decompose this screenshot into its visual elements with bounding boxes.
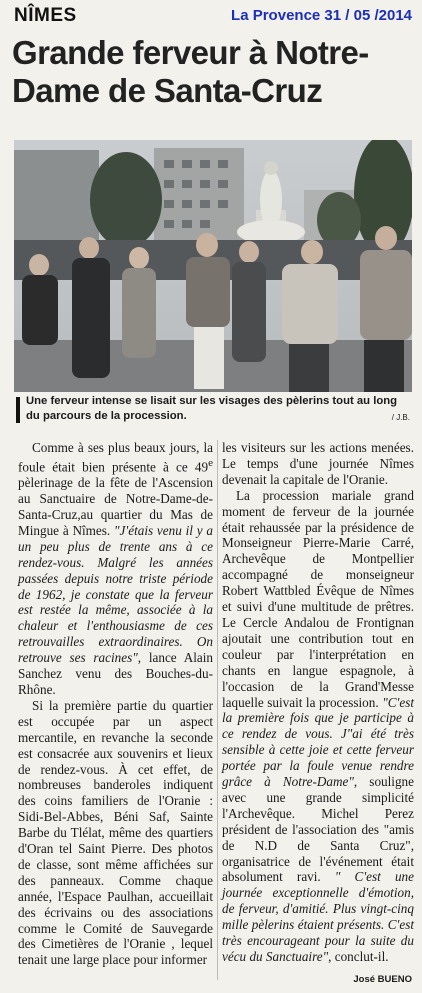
paragraph-2-continued: les visiteurs sur les actions menées. Le temps d'une journée Nîmes devenait la capitale de l'Oranie. [222,440,414,487]
caption-marker [16,397,20,423]
paragraph-3 [222,488,414,965]
paragraph-1 [18,440,213,698]
quote-michel-perez: " C'est une journée exceptionnelle d'émotion, de ferveur, d'amitié. Plus vingt-cinq mille pèlerins étaient présents. C'est très encourageant pour la suite du vécu du Sanctuaire" [222,869,414,964]
quote-archeveque: "C'est la première fois que je participe à ce rendez de vous. J"ai été très sensible à cette joie et cette ferveur portée par la foule venue rendre grâce à Notre-Dame" [222,694,414,790]
author-signature: José BUENO [353,974,412,985]
procession-photo-illustration [14,140,412,392]
paragraph-3-end: , conclut-il. [328,949,389,964]
quote-alain-sanchez: "J'étais venu il y a un peu plus de trente ans à ce rendez-vous. Malgré les années passées depuis notre triste période de 1962, je constate que la ferveur est restée la même, associée à la chaleur et l'enthousiasme de ces retrouvailles extraordinaires. On retrouve ses racines" [18,522,213,666]
article-title: Grande ferveur à Notre-Dame de Santa-Cruz [12,34,369,109]
ordinal-superscript: e [208,456,213,469]
column-divider [217,440,218,980]
photo-caption [14,394,412,426]
source-date: La Provence 31 / 05 /2014 [231,7,412,24]
caption-text: Une ferveur intense se lisait sur les visages des pèlerins tout au long du parcours de la procession. [26,395,398,422]
procession-photo [14,140,412,392]
paragraph-1-attribution: , lance Alain Sanchez venu des Bouches-du-Rhône. [18,650,213,697]
section-rubrique: NÎMES [14,5,77,26]
photo-credit: / J.B. [391,413,410,422]
paragraph-3-intro: La procession mariale grand moment de ferveur de la journée était rehaussée par la présidence de Monseigneur Pierre-Marie Carré, Archevêque de Montpellier accompagné de monseigneur Robert Wattbled Évêque de Nîmes et suivi d'une multitude de prêtres. Le Cercle Andalou de Frontignan ajoutait une contribution tout en couleur par l'interprétation en chants en langue espagnole, à l'occasion de la Grand'Messe laquelle suivait la procession. [222,487,414,710]
article-column-1 [18,440,213,968]
paragraph-1-intro: Comme à ses plus beaux jours, la foule était bien présente à ce 49 [18,440,213,475]
article-column-2 [222,440,414,965]
paragraph-2: Si la première partie du quartier est occupée par un aspect mercantile, en revanche la seconde est consacrée aux souvenirs et lieux de rendez-vous. À cet effet, de nombreuses banderoles indiquent des coins familiers de l'Oranie : Sidi-Bel-Abbes, Béni Saf, Sainte Barbe du Tlélat, même des quartiers d'Oran tel Saint Pierre. Des photos de classe, sont même affichées sur des panneaux. Comme chaque année, l'Espace Paulhan, accueillait des écrivains ou des associations comme le Comité de Sauvegarde des Cimetières de l'Oranie , lequel tenait une large place pour informer [18,697,213,968]
paragraph-3-middle: , souligne avec une grande simplicité l'Archevêque. Michel Perez président de l'association des "amis de N.D de Santa Cruz", organisatrice de l'événement était absolument ravi. [222,774,414,885]
paragraph-1-context: pèlerinage de la fête de l'Ascension au Sanctuaire de Notre-Dame-de-Santa-Cruz,au quartier du Mas de Mingue à Nîmes. [18,475,213,538]
header-bar [6,4,416,28]
